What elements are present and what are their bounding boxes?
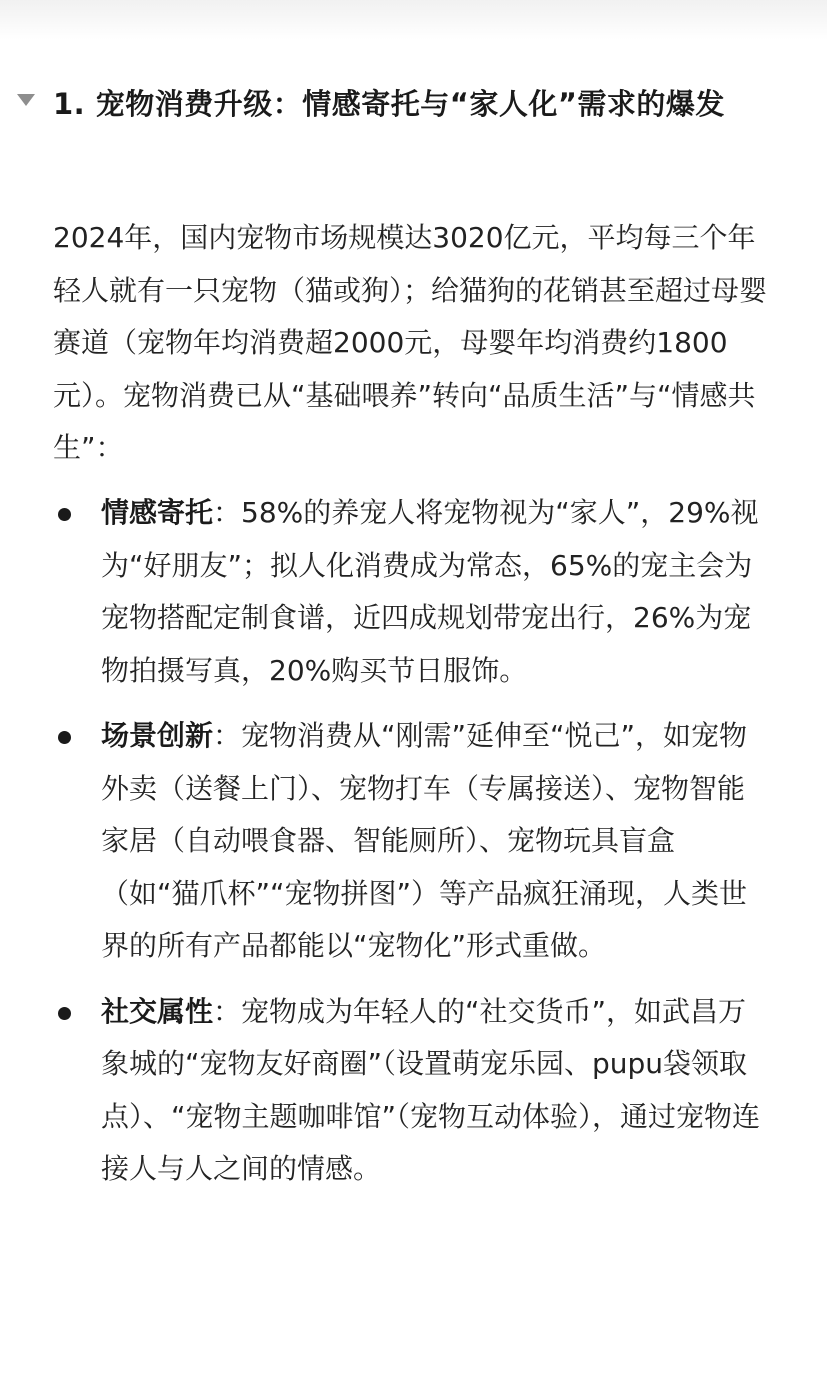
bullet-item-scenario xyxy=(0,710,769,973)
bullet-item-emotional xyxy=(0,487,769,697)
intro-paragraph: 2024年，国内宠物市场规模达3020亿元，平均每三个年轻人就有一只宠物（猫或狗）；给猫狗的花销甚至超过母婴赛道（宠物年均消费超2000元，母婴年均消费约1800元）。宠物消费已从“基础喂养”转向“品质生活”与“情感共生”： xyxy=(53,221,768,464)
collapse-triangle-icon[interactable] xyxy=(17,94,35,106)
bullet-text: ：58%的养宠人将宠物视为“家人”，29%视为“好朋友”；拟人化消费成为常态，65%的宠主会为宠物搭配定制食谱，近四成规划带宠出行，26%为宠物拍摄写真，20%购买节日服饰。 xyxy=(101,496,759,687)
bullet-text: ：宠物成为年轻人的“社交货币”，如武昌万象城的“宠物友好商圈”（设置萌宠乐园、pupu袋领取点）、“宠物主题咖啡馆”（宠物互动体验），通过宠物连接人与人之间的情感。 xyxy=(101,994,761,1185)
bullet-list xyxy=(0,487,827,1209)
bullet-dot-icon xyxy=(58,1007,71,1020)
bullet-text: ：宠物消费从“刚需”延伸至“悦己”，如宠物外卖（送餐上门）、宠物打车（专属接送）、宠物智能家居（自动喂食器、智能厕所）、宠物玩具盲盒（如“猫爪杯”“宠物拼图”）等产品疯狂涌现，人类世界的所有产品都能以“宠物化”形式重做。 xyxy=(101,719,748,962)
bullet-dot-icon xyxy=(58,508,71,521)
bullet-title: 场景创新 xyxy=(101,719,214,752)
bullet-dot-icon xyxy=(58,731,71,744)
top-fade xyxy=(0,0,827,40)
section-heading: 1. 宠物消费升级：情感寄托与“家人化”需求的爆发 xyxy=(53,87,725,121)
bullet-title: 社交属性 xyxy=(101,994,214,1028)
bullet-title: 情感寄托 xyxy=(101,496,214,529)
bullet-item-social xyxy=(0,986,769,1196)
